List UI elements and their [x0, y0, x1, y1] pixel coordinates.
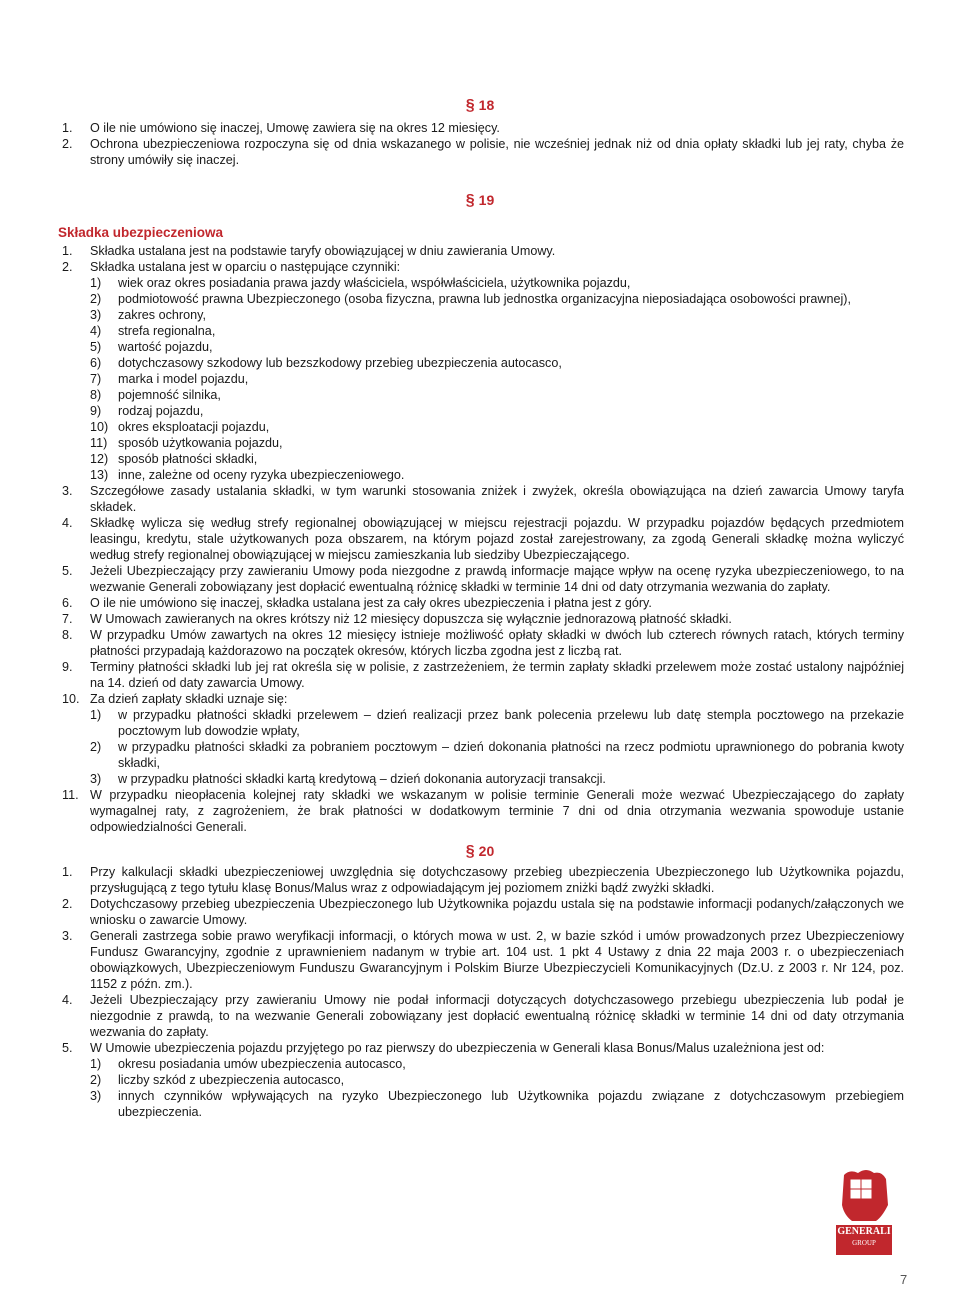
section-18-list — [62, 120, 904, 168]
sub-list — [90, 1056, 904, 1120]
sub-list-item — [90, 275, 904, 291]
item-text: Składka ustalana jest na podstawie taryfy obowiązującej w dniu zawierania Umowy. — [90, 244, 556, 258]
generali-logo — [836, 1165, 892, 1255]
item-number: 10) — [90, 420, 109, 434]
item-number: 4. — [62, 993, 73, 1007]
item-number: 11. — [62, 788, 79, 802]
sub-list-item — [90, 355, 904, 371]
item-number: 2) — [90, 740, 102, 754]
item-text: innych czynników wpływających na ryzyko Ubezpieczonego lub Użytkownika pojazdu związane z dotychczasowym przebiegiem ubezpieczenia. — [118, 1089, 904, 1119]
section-19-list — [62, 243, 904, 835]
item-number: 1) — [90, 1057, 102, 1071]
item-number: 2. — [62, 137, 73, 151]
item-number: 4. — [62, 516, 73, 530]
sub-list-item — [90, 435, 904, 451]
item-number: 6) — [90, 356, 102, 370]
item-number: 4) — [90, 324, 102, 338]
item-number: 5) — [90, 340, 102, 354]
list-item — [62, 595, 904, 611]
list-item — [62, 120, 904, 136]
item-number: 3) — [90, 1089, 102, 1103]
item-text: O ile nie umówiono się inaczej, Umowę zawiera się na okres 12 miesięcy. — [90, 121, 500, 135]
sub-list-item — [90, 707, 904, 739]
item-number: 13) — [90, 468, 109, 482]
item-text: sposób płatności składki, — [118, 452, 258, 466]
item-text: w przypadku płatności składki przelewem – dzień realizacji przez bank polecenia przelewu lub datę stempla pocztowego na przekazie pocztowym lub dowodzie wpłaty, — [118, 708, 904, 738]
item-text: Składka ustalana jest w oparciu o następujące czynniki: — [90, 260, 401, 274]
sub-list-item — [90, 339, 904, 355]
list-item — [62, 515, 904, 563]
list-item — [62, 483, 904, 515]
item-text: w przypadku płatności składki za pobraniem pocztowym – dzień dokonania płatności na rzecz podmiotu uprawnionego do pobrania kwoty składki, — [118, 740, 904, 770]
item-text: liczby szkód z ubezpieczenia autocasco, — [118, 1073, 345, 1087]
item-number: 2. — [62, 897, 73, 911]
sub-list — [90, 707, 904, 787]
item-number: 10. — [62, 692, 80, 706]
item-number: 5. — [62, 564, 73, 578]
item-number: 3. — [62, 929, 73, 943]
item-number: 12) — [90, 452, 109, 466]
item-text: rodzaj pojazdu, — [118, 404, 204, 418]
item-number: 8) — [90, 388, 102, 402]
item-number: 6. — [62, 596, 73, 610]
section-heading-18: § 18 — [465, 97, 495, 114]
item-text: Generali zastrzega sobie prawo weryfikacji informacji, o których mowa w ust. 2, w bazie szkód i umów prowadzonych przez Ubezpieczeniowy Fundusz Gwarancyjny, zgodnie z uprawnieniem nadanym w trybie art. 104 ust. 1 pkt 4 Ustawy z dnia 22 maja 2003 r. o ubezpieczeniach obowiązkowych, Ubezpieczeniowym Funduszu Gwarancyjnym i Polskim Biurze Ubezpieczycieli Komunikacyjnych (Dz.U. z 2003 r. Nr 124, poz. 1152 z późn. zm.). — [90, 929, 904, 991]
sub-list-item — [90, 467, 904, 483]
sub-list-item — [90, 1056, 904, 1072]
item-text: dotychczasowy szkodowy lub bezszkodowy przebieg ubezpieczenia autocasco, — [118, 356, 562, 370]
item-text: strefa regionalna, — [118, 324, 216, 338]
list-item — [62, 136, 904, 168]
sub-list-item — [90, 1072, 904, 1088]
item-text: Terminy płatności składki lub jej rat określa się w polisie, z zastrzeżeniem, że termin zapłaty składki przelewem może zostać ustalony najpóźniej na 14. dzień od daty zawarcia Umowy. — [90, 660, 904, 690]
sub-list-item — [90, 1088, 904, 1120]
sub-list-item — [90, 371, 904, 387]
section-title: Składka ubezpieczeniowa — [58, 225, 224, 240]
item-text: pojemność silnika, — [118, 388, 221, 402]
item-text: Dotychczasowy przebieg ubezpieczenia Ubezpieczonego lub Użytkownika pojazdu ustala się na podstawie informacji podanych/załączonych we wniosku o zawarcie Umowy. — [90, 897, 904, 927]
section-20-list — [62, 864, 904, 1120]
list-item — [62, 787, 904, 835]
item-text: Ochrona ubezpieczeniowa rozpoczyna się od dnia wskazanego w polisie, nie wcześniej jednak niż od dnia opłaty składki lub jej raty, chyba że strony umówiły się inaczej. — [90, 137, 904, 167]
item-text: podmiotowość prawna Ubezpieczonego (osoba fizyczna, prawna lub jednostka organizacyjna nieposiadająca osobowości prawnej), — [118, 292, 851, 306]
item-number: 3) — [90, 308, 102, 322]
item-text: Jeżeli Ubezpieczający przy zawieraniu Umowy nie podał informacji dotyczących dotychczasowego przebiegu ubezpieczenia lub podał je niezgodnie z prawdą, to na wezwanie Generali zobowiązany jest dopłacić ewentualną różnicę składki w terminie 14 dni od daty otrzymania wezwania do zapłaty. — [90, 993, 904, 1039]
section-heading-20: § 20 — [465, 843, 495, 860]
item-number: 2) — [90, 1073, 102, 1087]
list-item — [62, 896, 904, 928]
item-text: marka i model pojazdu, — [118, 372, 249, 386]
item-text: zakres ochrony, — [118, 308, 206, 322]
item-text: Składkę wylicza się według strefy regionalnej obowiązującej w miejscu rejestracji pojazdu. W przypadku pojazdów będących przedmiotem leasingu, kredytu, stale użytkowanych poza obszarem, na którym pojazd został zarejestrowany, za zgodą Generali składkę można wyliczyć według strefy regionalnej obowiązującej w miejscu zamieszkania lub siedziby Ubezpieczającego. — [90, 516, 904, 562]
list-item — [62, 992, 904, 1040]
list-item — [62, 243, 904, 259]
item-text: Jeżeli Ubezpieczający przy zawieraniu Umowy poda niezgodne z prawdą informacje mające wpływ na ocenę ryzyka ubezpieczeniowego, to na wezwanie Generali zobowiązany jest dopłacić ewentualną różnicę składki w terminie 14 dni od daty otrzymania wezwania do zapłaty. — [90, 564, 904, 594]
item-number: 1. — [62, 244, 73, 258]
item-number: 5. — [62, 1041, 73, 1055]
sub-list-item — [90, 291, 904, 307]
item-number: 1. — [62, 121, 73, 135]
logo-group: GROUP — [852, 1239, 876, 1247]
item-text: wartość pojazdu, — [118, 340, 213, 354]
list-item — [62, 259, 904, 275]
sub-list-item — [90, 323, 904, 339]
item-text: w przypadku płatności składki kartą kredytową – dzień dokonania autoryzacji transakcji. — [118, 772, 606, 786]
item-number: 7) — [90, 372, 102, 386]
item-number: 9. — [62, 660, 73, 674]
list-item — [62, 659, 904, 691]
item-number: 11) — [90, 436, 108, 450]
section-heading-19: § 19 — [465, 192, 495, 209]
list-item — [62, 928, 904, 992]
item-number: 9) — [90, 404, 102, 418]
item-text: W Umowach zawieranych na okres krótszy niż 12 miesięcy dopuszcza się wyłącznie jednorazową płatność składki. — [90, 612, 732, 626]
item-number: 1) — [90, 708, 102, 722]
item-number: 2. — [62, 260, 73, 274]
section-sign-icon: § — [465, 843, 475, 860]
list-item — [62, 691, 904, 707]
list-item — [62, 627, 904, 659]
item-number: 1. — [62, 865, 73, 879]
sub-list-item — [90, 387, 904, 403]
list-item — [62, 563, 904, 595]
section-sign-icon: § — [465, 97, 475, 114]
sub-list-item — [90, 739, 904, 771]
item-text: Szczegółowe zasady ustalania składki, w tym warunki stosowania zniżek i zwyżek, określa obowiązująca na dzień zawarcia Umowy taryfa składek. — [90, 484, 904, 514]
item-number: 8. — [62, 628, 73, 642]
sub-list-item — [90, 771, 904, 787]
section-sign-icon: § — [465, 192, 475, 209]
item-number: 7. — [62, 612, 73, 626]
sub-list-item — [90, 403, 904, 419]
page-number: 7 — [900, 1272, 908, 1287]
item-text: Za dzień zapłaty składki uznaje się: — [90, 692, 288, 706]
item-text: Przy kalkulacji składki ubezpieczeniowej uwzględnia się dotychczasowy przebieg ubezpieczenia Ubezpieczonego lub Użytkownika pojazdu, przysługującą z tego tytułu klasę Bonus/Malus wraz z odpowiadającym jej poziomem zniżki bądź zwyżki składki. — [90, 865, 904, 895]
list-item — [62, 611, 904, 627]
item-text: inne, zależne od oceny ryzyka ubezpieczeniowego. — [118, 468, 405, 482]
item-text: W przypadku nieopłacenia kolejnej raty składki we wskazanym w polisie terminie Generali może wezwać Ubezpieczającego do zapłaty wymagalnej raty, z zagrożeniem, że brak płatności w dodatkowym terminie 7 dni od dnia otrzymania wezwania spowoduje ustanie odpowiedzialności Generali. — [90, 788, 904, 834]
item-number: 3) — [90, 772, 102, 786]
list-item — [62, 864, 904, 896]
sub-list-item — [90, 451, 904, 467]
item-number: 2) — [90, 292, 102, 306]
list-item — [62, 1040, 904, 1056]
item-text: W przypadku Umów zawartych na okres 12 miesięcy istnieje możliwość opłaty składki w dwóch lub czterech równych ratach, których terminy płatności przypadają każdorazowo na początek okresów, których liczba zgodna jest z liczbą rat. — [90, 628, 904, 658]
item-text: sposób użytkowania pojazdu, — [118, 436, 283, 450]
item-text: okresu posiadania umów ubezpieczenia autocasco, — [118, 1057, 406, 1071]
sub-list-item — [90, 419, 904, 435]
item-text: okres eksploatacji pojazdu, — [118, 420, 270, 434]
item-text: W Umowie ubezpieczenia pojazdu przyjętego po raz pierwszy do ubezpieczenia w Generali klasa Bonus/Malus uzależniona jest od: — [90, 1041, 825, 1055]
item-number: 3. — [62, 484, 73, 498]
logo-brand: GENERALI — [837, 1226, 891, 1237]
item-text: O ile nie umówiono się inaczej, składka ustalana jest za cały okres ubezpieczenia i płatna jest z góry. — [90, 596, 652, 610]
item-number: 1) — [90, 276, 102, 290]
item-text: wiek oraz okres posiadania prawa jazdy właściciela, współwłaściciela, użytkownika pojazdu, — [118, 276, 631, 290]
sub-list-item — [90, 307, 904, 323]
sub-list — [90, 275, 904, 483]
